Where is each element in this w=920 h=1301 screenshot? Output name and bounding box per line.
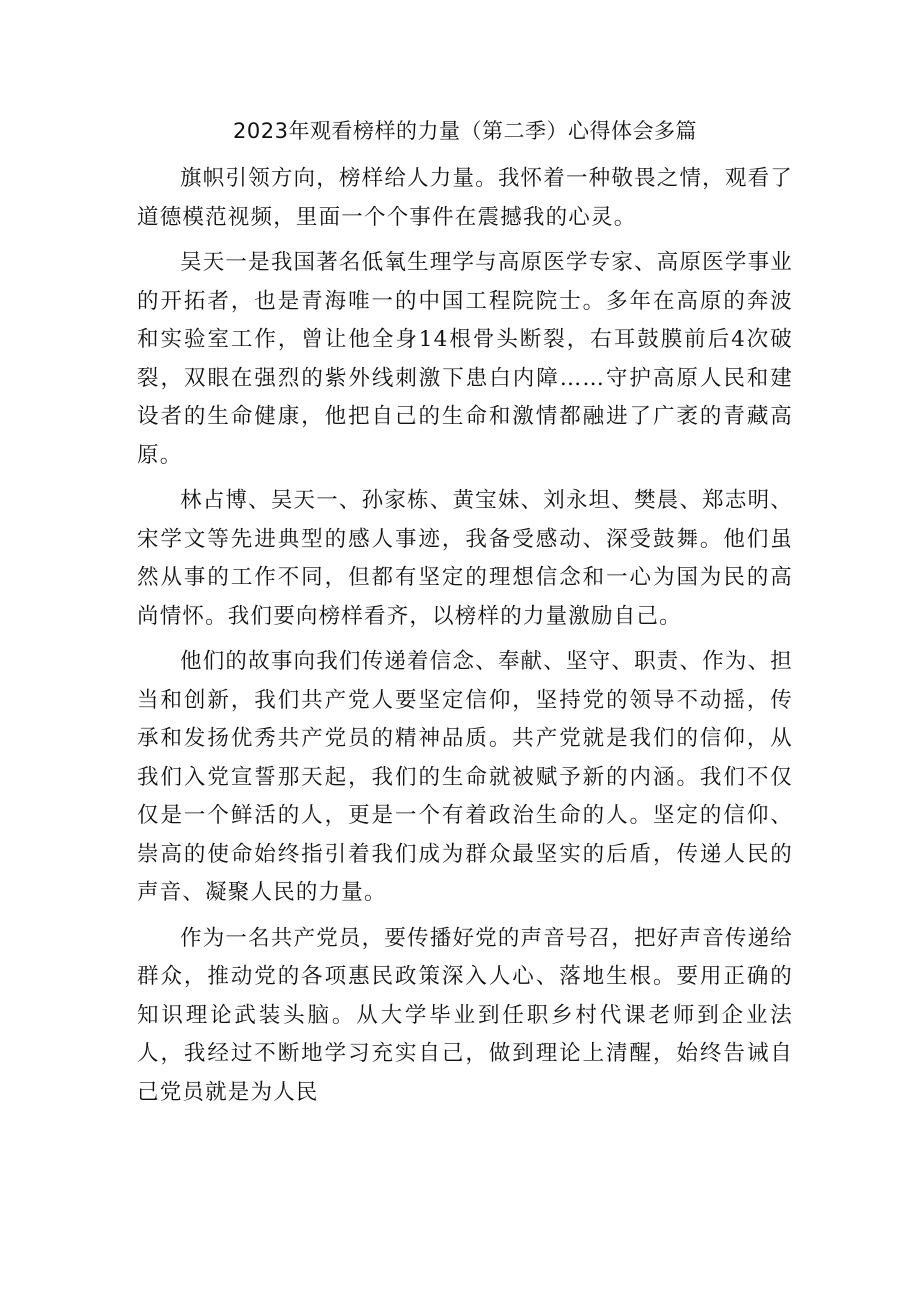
paragraph-2: 吴天一是我国著名低氧生理学与高原医学专家、高原医学事业的开拓者，也是青海唯一的中国工程院院士。多年在高原的奔波和实验室工作，曾让他全身14根骨头断裂，右耳鼓膜前后4次破裂，双眼在强烈的紫外线刺激下患白内障……守护高原人民和建设者的生命健康，他把自己的生命和激情都融进了广袤的青藏高原。 [137, 250, 793, 468]
document-title: 2023年观看榜样的力量（第二季）心得体会多篇 [233, 119, 697, 143]
paragraph-1: 旗帜引领方向，榜样给人力量。我怀着一种敬畏之情，观看了道德模范视频，里面一个个事件在震撼我的心灵。 [137, 166, 793, 230]
paragraph-5: 作为一名共产党员，要传播好党的声音号召，把好声音传递给群众，推动党的各项惠民政策深入人心、落地生根。要用正确的知识理论武装头脑。从大学毕业到任职乡村代课老师到企业法人，我经过不断地学习充实自己，做到理论上清醒，始终告诫自己党员就是为人民 [137, 925, 793, 1105]
paragraph-3: 林占博、吴天一、孙家栋、黄宝妹、刘永坦、樊晨、郑志明、宋学文等先进典型的感人事迹，我备受感动、深受鼓舞。他们虽然从事的工作不同，但都有坚定的理想信念和一心为国为民的高尚情怀。我们要向榜样看齐，以榜样的力量激励自己。 [137, 488, 793, 629]
paragraph-4: 他们的故事向我们传递着信念、奉献、坚守、职责、作为、担当和创新，我们共产党人要坚定信仰，坚持党的领导不动摇，传承和发扬优秀共产党员的精神品质。共产党就是我们的信仰，从我们入党宣誓那天起，我们的生命就被赋予新的内涵。我们不仅仅是一个鲜活的人，更是一个有着政治生命的人。坚定的信仰、崇高的使命始终指引着我们成为群众最坚实的后盾，传递人民的声音、凝聚人民的力量。 [137, 649, 793, 905]
